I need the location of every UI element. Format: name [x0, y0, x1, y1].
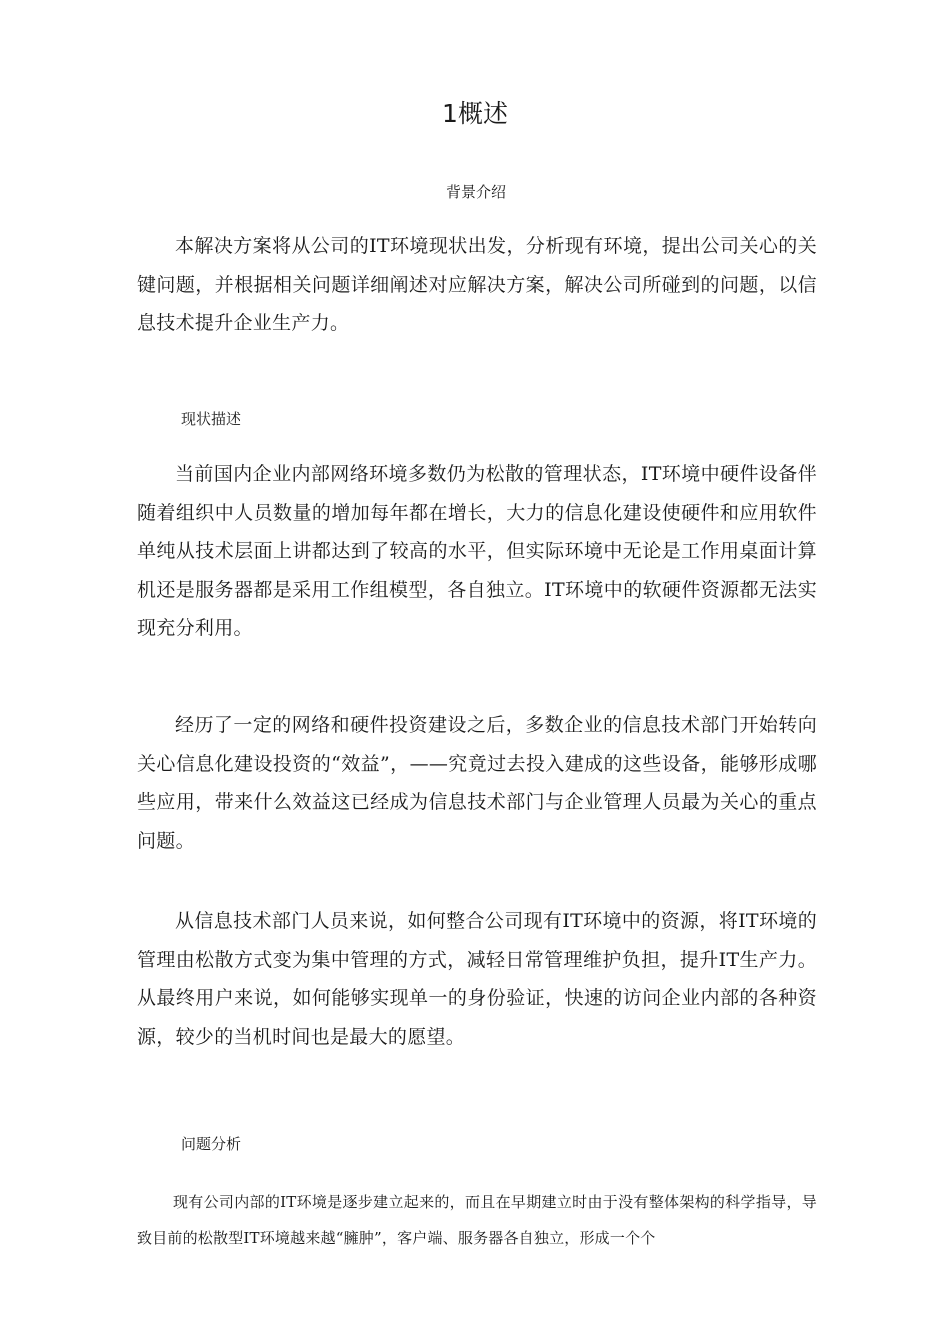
paragraph-background: 本解决方案将从公司的IT环境现状出发，分析现有环境，提出公司关心的关键问题，并根据相关问题详细阐述对应解决方案，解决公司所碰到的问题，以信息技术提升企业生产力。 — [137, 235, 817, 335]
paragraph-status-3: 从信息技术部门人员来说，如何整合公司现有IT环境中的资源，将IT环境的管理由松散方式变为集中管理的方式，减轻日常管理维护负担，提升IT生产力。从最终用户来说，如何能够实现单一的身份验证，快速的访问企业内部的各种资源，较少的当机时间也是最大的愿望。 — [137, 910, 817, 1048]
paragraph-status-1: 当前国内企业内部网络环境多数仍为松散的管理状态，IT环境中硬件设备伴随着组织中人员数量的增加每年都在增长，大力的信息化建设使硬件和应用软件单纯从技术层面上讲都达到了较高的水平，但实际环境中无论是工作用桌面计算机还是服务器都是采用工作组模型，各自独立。IT环境中的软硬件资源都无法实现充分利用。 — [137, 463, 817, 640]
section-heading-background: 背景介绍 — [446, 183, 507, 201]
document-title: 1概述 — [442, 99, 508, 128]
section-heading-current-status: 现状描述 — [181, 410, 242, 428]
paragraph-status-2: 经历了一定的网络和硬件投资建设之后，多数企业的信息技术部门开始转向关心信息化建设投资的“效益”，——究竟过去投入建成的这些设备，能够形成哪些应用，带来什么效益这已经成为信息技术部门与企业管理人员最为关心的重点问题。 — [137, 714, 817, 852]
paragraph-problem-analysis: 现有公司内部的IT环境是逐步建立起来的，而且在早期建立时由于没有整体架构的科学指导，导致目前的松散型IT环境越来越“臃肿”，客户端、服务器各自独立，形成一个个 — [137, 1193, 817, 1247]
section-heading-problem-analysis: 问题分析 — [181, 1135, 242, 1153]
